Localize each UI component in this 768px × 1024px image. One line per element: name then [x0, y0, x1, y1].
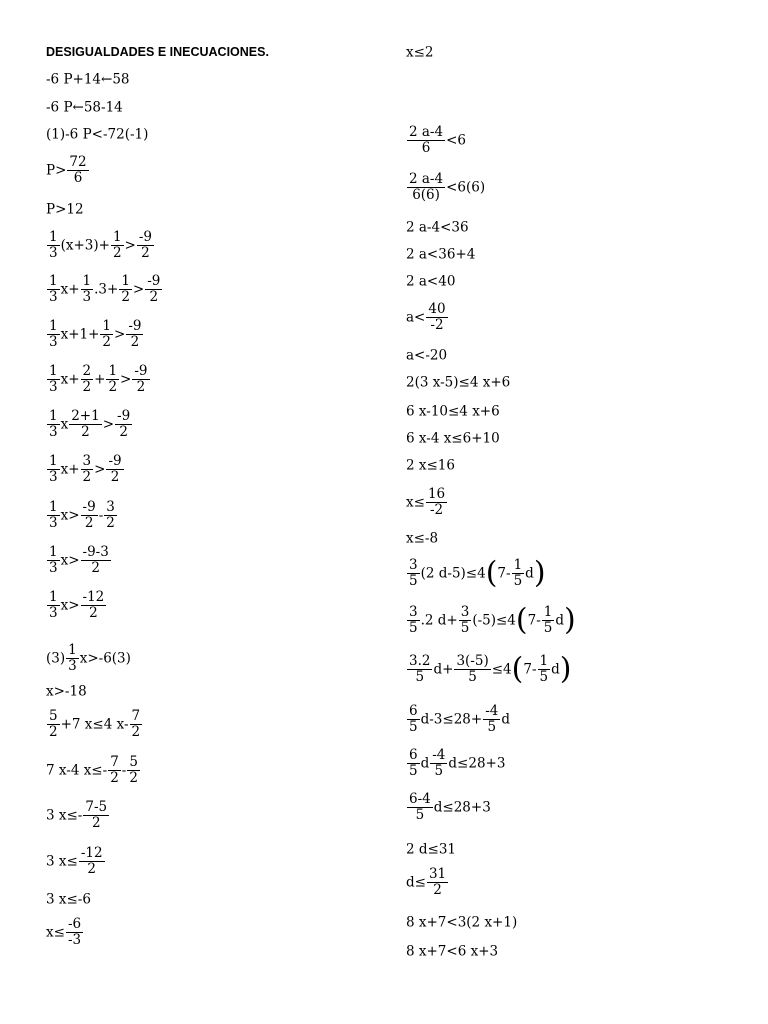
- math-text: 2 x≤16: [406, 457, 455, 474]
- fraction-denominator: 2: [130, 334, 140, 350]
- fraction-numerator: -9: [82, 499, 96, 515]
- fraction-denominator: 2: [131, 724, 141, 740]
- fraction: [47, 364, 60, 395]
- fraction-numerator: 1: [68, 642, 77, 658]
- fraction: [407, 704, 420, 735]
- math-text: 8 x+7<3(2 x+1): [406, 914, 518, 931]
- math-text: x+1+: [60, 326, 100, 343]
- fraction: [426, 302, 447, 333]
- fraction: [427, 867, 448, 898]
- math-text: d≤28+3: [433, 799, 491, 816]
- math-text: x>: [60, 552, 80, 569]
- math-text: 58: [112, 71, 130, 88]
- fraction-numerator: 3: [409, 557, 418, 573]
- fraction: [407, 605, 420, 636]
- fraction-numerator: 6-4: [409, 791, 431, 807]
- fraction-denominator: 2: [102, 334, 112, 350]
- fraction-numerator: -6: [67, 916, 82, 932]
- equation-line: [406, 530, 438, 547]
- fraction-numerator: 3: [106, 499, 115, 515]
- math-text: x+: [60, 281, 80, 298]
- equation-line: [406, 347, 447, 364]
- fraction: [47, 319, 60, 350]
- fraction: [407, 792, 433, 823]
- equation-line: [406, 867, 449, 898]
- equation-line: [406, 487, 448, 518]
- right-column: [406, 0, 746, 1024]
- fraction-numerator: -9: [117, 408, 131, 424]
- math-text: (2 d-5)≤4: [420, 565, 486, 582]
- equation-line: [406, 602, 576, 638]
- fraction-denominator: 2: [108, 379, 118, 395]
- fraction-denominator: 3: [49, 605, 58, 621]
- equation-line: [46, 201, 84, 218]
- fraction-denominator: 2: [141, 245, 150, 261]
- math-text: x>: [60, 597, 80, 614]
- fraction-denominator: 5: [460, 620, 470, 636]
- fraction-denominator: 5: [409, 620, 418, 636]
- math-text: 3 x≤-: [46, 807, 83, 824]
- fraction-denominator: 5: [415, 669, 425, 685]
- math-text: d: [420, 755, 430, 772]
- math-text: d≤: [406, 874, 426, 891]
- fraction: [512, 558, 525, 589]
- equation-line: [46, 755, 141, 786]
- fraction: [47, 274, 60, 305]
- math-text: (-5)≤4: [472, 612, 516, 629]
- fraction-denominator: 3: [49, 469, 58, 485]
- fraction-denominator: 2: [149, 289, 159, 305]
- math-text: >: [120, 371, 132, 388]
- math-text: d: [525, 565, 534, 582]
- math-text: <6(6): [446, 179, 486, 196]
- fraction: [111, 230, 124, 261]
- fraction: [430, 748, 447, 779]
- fraction-numerator: 1: [49, 544, 58, 560]
- fraction-numerator: 1: [49, 499, 58, 515]
- fraction: [137, 230, 154, 261]
- fraction: [104, 500, 117, 531]
- large-parenthesis: ): [559, 651, 572, 687]
- equation-line: [46, 846, 106, 877]
- fraction-numerator: -9: [108, 453, 122, 469]
- math-text: d: [501, 711, 510, 728]
- fraction-denominator: 3: [49, 515, 58, 531]
- fraction-numerator: 72: [69, 154, 87, 170]
- equation-line: [406, 841, 456, 858]
- equation-line: [46, 99, 123, 116]
- math-text: -6 P+14: [46, 71, 102, 88]
- fraction-numerator: 3: [82, 453, 92, 469]
- equation-line: [406, 914, 517, 931]
- math-text: a<: [406, 309, 426, 326]
- equation-line: [406, 125, 466, 156]
- equation-line: [46, 71, 130, 88]
- equation-line: [46, 274, 163, 305]
- fraction-denominator: 5: [409, 763, 418, 779]
- fraction: [69, 409, 102, 440]
- math-text: >: [102, 416, 115, 433]
- math-text: x+: [60, 371, 80, 388]
- fraction: [126, 319, 143, 350]
- fraction-denominator: 6: [421, 140, 431, 156]
- equation-line: [406, 555, 546, 591]
- equation-line: [406, 219, 469, 236]
- math-text: 8 x+7<6 x+3: [406, 943, 499, 960]
- math-text: +: [94, 371, 106, 388]
- equation-line: [406, 651, 572, 687]
- math-text: 7-: [527, 612, 541, 629]
- fraction-numerator: -9: [128, 318, 142, 334]
- fraction-denominator: 3: [68, 658, 77, 674]
- math-text: a<-20: [406, 347, 448, 364]
- fraction: [47, 590, 60, 621]
- math-text: x>: [60, 507, 80, 524]
- math-text: -: [98, 507, 104, 524]
- fraction-denominator: 6: [73, 170, 83, 186]
- fraction: [538, 654, 551, 685]
- fraction-denominator: 2: [136, 379, 146, 395]
- fraction: [454, 654, 490, 685]
- fraction-denominator: 3: [82, 289, 92, 305]
- fraction: [100, 319, 113, 350]
- fraction-numerator: 31: [428, 866, 447, 882]
- fraction-numerator: 7-5: [85, 799, 108, 815]
- fraction-denominator: 2: [82, 379, 92, 395]
- large-parenthesis: (: [485, 555, 498, 591]
- fraction-denominator: 6(6): [412, 187, 440, 203]
- equation-line: [46, 891, 91, 908]
- fraction-numerator: 2+1: [71, 408, 100, 424]
- equation-line: [406, 430, 500, 447]
- fraction-numerator: 6: [409, 747, 418, 763]
- fraction: [81, 364, 94, 395]
- fraction-numerator: -12: [82, 589, 105, 605]
- equation-line: [406, 748, 505, 779]
- large-parenthesis: ): [564, 602, 576, 638]
- fraction-denominator: 2: [110, 469, 120, 485]
- fraction: [47, 500, 60, 531]
- equation-line: [406, 374, 510, 391]
- math-text: 7-: [497, 565, 511, 582]
- fraction: [145, 274, 162, 305]
- fraction: [130, 709, 143, 740]
- equation-line: [406, 457, 455, 474]
- fraction: [407, 558, 420, 589]
- fraction: [459, 605, 472, 636]
- fraction-numerator: 3.2: [409, 653, 431, 669]
- fraction-denominator: 2: [49, 724, 58, 740]
- equation-line: [46, 545, 112, 576]
- fraction-denominator: 2: [87, 861, 96, 877]
- equation-line: [406, 403, 500, 420]
- fraction-numerator: -4: [485, 703, 499, 719]
- math-text: (1)-6 P<-72(-1): [46, 126, 149, 143]
- large-parenthesis: (: [515, 602, 528, 638]
- fraction-numerator: 1: [539, 653, 549, 669]
- fraction-numerator: 1: [513, 557, 523, 573]
- fraction: [407, 172, 445, 203]
- math-text: d: [551, 661, 560, 678]
- fraction-denominator: 3: [49, 379, 58, 395]
- fraction-numerator: 16: [427, 486, 446, 502]
- fraction-denominator: 5: [468, 669, 477, 685]
- fraction: [47, 230, 60, 261]
- math-text: x>-18: [46, 683, 87, 700]
- equation-line: [46, 917, 84, 948]
- fraction: [81, 545, 111, 576]
- fraction: [483, 704, 500, 735]
- fraction: [47, 709, 60, 740]
- fraction-numerator: 2: [82, 363, 92, 379]
- fraction-denominator: 2: [82, 469, 92, 485]
- math-text: 2 a<36+4: [406, 246, 476, 263]
- fraction-denominator: 5: [415, 807, 425, 823]
- equation-line: [406, 792, 491, 823]
- fraction: [426, 487, 447, 518]
- math-text: >: [124, 237, 136, 254]
- math-text: d: [555, 612, 565, 629]
- fraction-denominator: 2: [112, 245, 122, 261]
- fraction-numerator: 7: [131, 708, 141, 724]
- equation-line: [406, 273, 455, 290]
- fraction-denominator: 5: [409, 719, 418, 735]
- fraction-denominator: 5: [434, 763, 444, 779]
- fraction-denominator: 2: [81, 424, 90, 440]
- fraction-numerator: 1: [49, 229, 58, 245]
- math-text: x≤: [46, 924, 65, 941]
- fraction-numerator: -9-3: [82, 544, 109, 560]
- fraction-numerator: 5: [129, 754, 138, 770]
- fraction-numerator: 1: [49, 318, 58, 334]
- math-text: (3): [46, 650, 66, 667]
- math-text: 2 a-4<36: [406, 219, 469, 236]
- equation-line: [46, 454, 125, 485]
- fraction-denominator: 3: [49, 245, 58, 261]
- math-text: >: [94, 461, 106, 478]
- math-text: .3+: [94, 281, 119, 298]
- fraction: [79, 846, 105, 877]
- fraction: [81, 590, 107, 621]
- large-parenthesis: ): [533, 555, 546, 591]
- equation-line: [46, 364, 151, 395]
- fraction-denominator: 5: [543, 620, 553, 636]
- fraction-numerator: 1: [49, 589, 58, 605]
- equation-line: [46, 500, 118, 531]
- math-text: 6 x-4 x≤6+10: [406, 430, 500, 447]
- equation-line: [406, 704, 510, 735]
- math-text: x+: [60, 461, 80, 478]
- fraction: [106, 364, 119, 395]
- fraction: [47, 454, 60, 485]
- fraction-denominator: 5: [409, 573, 418, 589]
- fraction: [407, 654, 432, 685]
- fraction-denominator: 2: [106, 515, 115, 531]
- fraction-numerator: -9: [134, 363, 148, 379]
- fraction-numerator: 3: [409, 604, 418, 620]
- fraction: [81, 500, 98, 531]
- fraction: [127, 755, 140, 786]
- fraction-denominator: 2: [121, 289, 130, 305]
- math-text: d-3≤28+: [420, 711, 483, 728]
- fraction-denominator: -2: [430, 317, 444, 333]
- math-text: 7 x-4 x≤-: [46, 762, 108, 779]
- fraction-denominator: -3: [67, 932, 82, 948]
- fraction-numerator: 1: [49, 363, 58, 379]
- fraction-denominator: -2: [429, 502, 444, 518]
- fraction-denominator: 5: [539, 669, 549, 685]
- fraction: [47, 545, 60, 576]
- math-text: -: [121, 762, 127, 779]
- fraction-numerator: 1: [102, 318, 112, 334]
- math-text: -6 P←58-14: [46, 99, 123, 116]
- fraction-denominator: 3: [49, 560, 58, 576]
- fraction-denominator: 2: [110, 770, 119, 786]
- fraction: [83, 800, 109, 831]
- fraction: [81, 274, 94, 305]
- math-text: ≤4: [491, 661, 512, 678]
- fraction-numerator: 2 a-4: [409, 171, 444, 187]
- fraction-denominator: 3: [49, 424, 58, 440]
- fraction-numerator: 1: [543, 604, 553, 620]
- math-text: 3 x≤-6: [46, 891, 91, 908]
- math-text: .2 d+: [420, 612, 458, 629]
- math-text: 6 x-10≤4 x+6: [406, 403, 500, 420]
- fraction-denominator: 2: [433, 882, 442, 898]
- fraction-denominator: 2: [91, 815, 101, 831]
- fraction: [115, 409, 132, 440]
- math-text: 2(3 x-5)≤4 x+6: [406, 374, 511, 391]
- equation-line: [46, 409, 133, 440]
- fraction: [407, 748, 420, 779]
- fraction-denominator: 2: [84, 515, 94, 531]
- math-text: 2 a<40: [406, 273, 456, 290]
- fraction-numerator: 1: [112, 229, 122, 245]
- fraction-denominator: 5: [487, 719, 497, 735]
- fraction-numerator: 1: [82, 273, 92, 289]
- math-text: 2 d≤31: [406, 841, 457, 858]
- equation-line: [406, 943, 498, 960]
- fraction-denominator: 3: [49, 289, 58, 305]
- fraction-numerator: 1: [121, 273, 130, 289]
- fraction-numerator: 40: [428, 301, 446, 317]
- math-text: P>: [46, 162, 67, 179]
- fraction: [132, 364, 149, 395]
- math-text: P>12: [46, 201, 84, 218]
- math-text: x≤-8: [406, 530, 439, 547]
- fraction-denominator: 2: [91, 560, 100, 576]
- equation-line: [46, 643, 131, 674]
- math-text: x: [60, 416, 69, 433]
- fraction: [66, 917, 83, 948]
- fraction-denominator: 3: [49, 334, 58, 350]
- left-column: [46, 0, 386, 1024]
- fraction-numerator: -9: [138, 229, 153, 245]
- fraction: [67, 155, 88, 186]
- fraction-numerator: -4: [432, 747, 446, 763]
- fraction-numerator: 5: [49, 708, 58, 724]
- fraction-numerator: 3: [460, 604, 470, 620]
- fraction-denominator: 2: [89, 605, 98, 621]
- equation-line: [46, 800, 110, 831]
- math-text: >: [114, 326, 126, 343]
- math-text: 3 x≤: [46, 853, 78, 870]
- fraction-denominator: 2: [119, 424, 128, 440]
- equation-line: [46, 683, 87, 700]
- fraction-numerator: 2 a-4: [409, 124, 444, 140]
- math-text: >: [132, 281, 145, 298]
- equation-line: [46, 319, 144, 350]
- fraction: [66, 643, 79, 674]
- equation-line: [46, 126, 148, 143]
- math-text: ←: [101, 71, 113, 88]
- math-text: <6: [446, 132, 466, 149]
- fraction: [47, 409, 60, 440]
- fraction: [81, 454, 94, 485]
- fraction-numerator: 3(-5): [456, 653, 489, 669]
- fraction: [407, 125, 445, 156]
- equation-line: [46, 155, 90, 186]
- fraction: [542, 605, 555, 636]
- fraction-denominator: 5: [513, 573, 523, 589]
- fraction-denominator: 2: [129, 770, 138, 786]
- fraction-numerator: 7: [110, 754, 119, 770]
- document-title: DESIGUALDADES E INECUACIONES.: [46, 45, 269, 59]
- math-text: 7-: [523, 661, 537, 678]
- math-text: x>-6(3): [79, 650, 131, 667]
- math-text: +7 x≤4 x-: [60, 716, 129, 733]
- math-text: d≤28+3: [448, 755, 506, 772]
- math-text: x≤: [406, 494, 425, 511]
- equation-line: [46, 590, 107, 621]
- equation-line: [46, 709, 143, 740]
- equation-line: [406, 44, 434, 61]
- fraction-numerator: 1: [108, 363, 118, 379]
- fraction-numerator: 6: [409, 703, 418, 719]
- math-text: d+: [433, 661, 454, 678]
- fraction-numerator: 1: [49, 273, 58, 289]
- equation-line: [406, 246, 475, 263]
- fraction-numerator: 1: [49, 453, 58, 469]
- fraction: [108, 755, 121, 786]
- fraction-numerator: 1: [49, 408, 58, 424]
- fraction-numerator: -12: [80, 845, 103, 861]
- math-text: x≤2: [406, 44, 434, 61]
- equation-line: [46, 230, 155, 261]
- equation-line: [406, 302, 449, 333]
- large-parenthesis: (: [511, 651, 524, 687]
- equation-line: [406, 172, 485, 203]
- math-text: (x+3)+: [60, 237, 110, 254]
- fraction: [119, 274, 132, 305]
- fraction-numerator: -9: [147, 273, 161, 289]
- fraction: [106, 454, 123, 485]
